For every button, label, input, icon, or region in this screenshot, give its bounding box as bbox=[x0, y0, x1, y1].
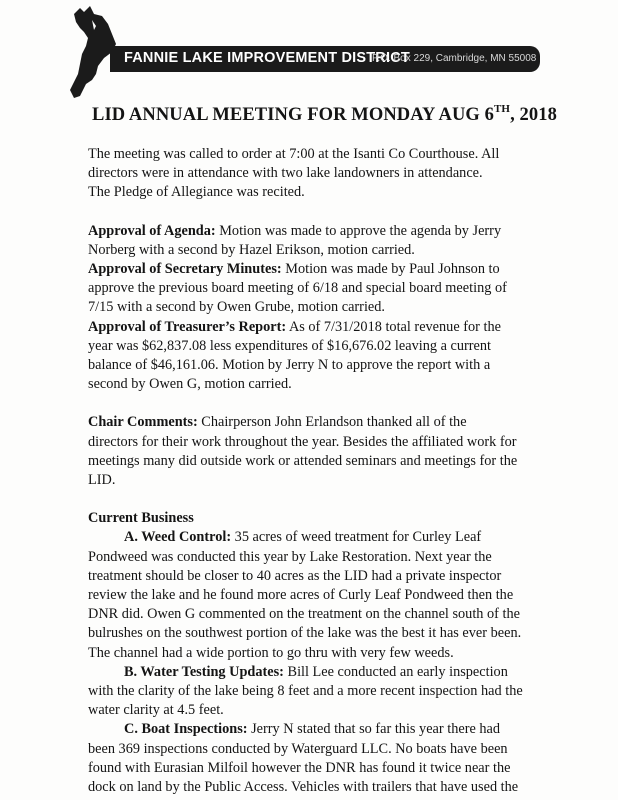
chair-line: Chair Comments: Chairperson John Erlandson thanked all of the bbox=[88, 414, 467, 431]
minutes-heading: Approval of Secretary Minutes: bbox=[88, 261, 282, 278]
current-business-heading: Current Business bbox=[88, 510, 194, 527]
treasurer-line: Approval of Treasurer’s Report: As of 7/31/2018 total revenue for the bbox=[88, 318, 501, 335]
title-year: , 2018 bbox=[510, 105, 557, 126]
organization-address: P.O. Box 229, Cambridge, MN 55008 bbox=[372, 53, 537, 64]
minutes-line: Approval of Secretary Minutes: Motion was made by Paul Johnson to bbox=[88, 261, 500, 278]
boat-line: found with Eurasian Milfoil however the DNR has found it twice near the bbox=[88, 759, 511, 776]
page-title bbox=[92, 104, 557, 126]
title-main: LID ANNUAL MEETING FOR MONDAY AUG 6 bbox=[92, 105, 494, 126]
weed-line: The channel had a wide portion to go thru with very few weeds. bbox=[88, 644, 454, 661]
minutes-line: 7/15 with a second by Owen Grube, motion carried. bbox=[88, 299, 385, 316]
boat-line: C. Boat Inspections: Jerry N stated that so far this year there had bbox=[124, 721, 501, 738]
weed-heading: A. Weed Control: bbox=[124, 529, 232, 546]
chair-heading: Chair Comments: bbox=[88, 414, 198, 431]
treasurer-line: second by Owen G, motion carried. bbox=[88, 376, 292, 393]
organization-name: FANNIE LAKE IMPROVEMENT DISTRICT bbox=[124, 50, 410, 66]
water-line: with the clarity of the lake being 8 feet and a more recent inspection had the bbox=[88, 683, 523, 700]
weed-line: review the lake and he found more acres of Curly Leaf Pondweed then the bbox=[88, 587, 514, 604]
boat-line: been 369 inspections conducted by Waterguard LLC. No boats have been bbox=[88, 740, 508, 757]
agenda-line: Approval of Agenda: Motion was made to approve the agenda by Jerry bbox=[88, 222, 502, 239]
boat-heading: C. Boat Inspections: bbox=[124, 721, 248, 738]
agenda-heading: Approval of Agenda: bbox=[88, 222, 216, 239]
agenda-line: Norberg with a second by Hazel Erikson, motion carried. bbox=[88, 241, 415, 258]
title-sup: TH bbox=[493, 103, 511, 115]
boat-line: dock on land by the Public Access. Vehicles with trailers that have used the bbox=[88, 779, 519, 796]
letterhead bbox=[0, 0, 618, 100]
chair-line: meetings many did outside work or attended seminars and meetings for the bbox=[88, 452, 518, 469]
treasurer-line: balance of $46,161.06. Motion by Jerry N to approve the report with a bbox=[88, 357, 491, 374]
treasurer-line: year was $62,837.08 less expenditures of $16,676.02 leaving a current bbox=[88, 337, 491, 354]
weed-line: Pondweed was conducted this year by Lake Restoration. Next year the bbox=[88, 548, 492, 565]
intro-line: The Pledge of Allegiance was recited. bbox=[88, 184, 305, 201]
treasurer-heading: Approval of Treasurer’s Report: bbox=[88, 318, 287, 335]
water-heading: B. Water Testing Updates: bbox=[124, 663, 284, 680]
water-line: water clarity at 4.5 feet. bbox=[88, 702, 224, 719]
weed-line: DNR did. Owen G commented on the treatment on the channel south of the bbox=[88, 606, 520, 623]
minutes-line: approve the previous board meeting of 6/18 and special board meeting of bbox=[88, 280, 507, 297]
chair-line: directors for their work throughout the year. Besides the affiliated work for bbox=[88, 433, 517, 450]
intro-line: directors were in attendance with two lake landowners in attendance. bbox=[88, 165, 483, 182]
intro-line: The meeting was called to order at 7:00 at the Isanti Co Courthouse. All bbox=[88, 146, 500, 162]
water-line: B. Water Testing Updates: Bill Lee conducted an early inspection bbox=[124, 663, 508, 680]
chair-line: LID. bbox=[88, 472, 116, 489]
weed-line: A. Weed Control: 35 acres of weed treatment for Curley Leaf bbox=[124, 529, 482, 546]
weed-line: treatment should be closer to 40 acres as the LID had a private inspector bbox=[88, 567, 502, 584]
weed-line: bulrushes on the southwest portion of the lake was the best it has ever been. bbox=[88, 625, 522, 642]
minutes-body bbox=[88, 145, 528, 797]
